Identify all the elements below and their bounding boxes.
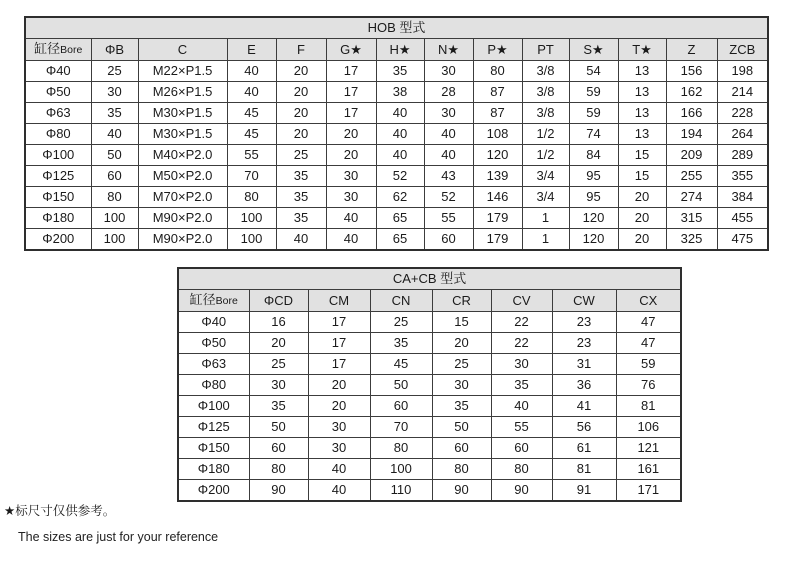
value-cell: 264 [717, 124, 768, 145]
value-cell: 90 [432, 480, 491, 502]
value-cell: 30 [308, 438, 370, 459]
table-title: HOB 型式 [25, 17, 768, 39]
value-cell: 84 [569, 145, 618, 166]
column-header: G★ [326, 39, 376, 61]
value-cell: 106 [616, 417, 681, 438]
value-cell: 17 [308, 354, 370, 375]
column-header: PT [522, 39, 569, 61]
value-cell: 20 [618, 187, 666, 208]
value-cell: 35 [376, 61, 424, 82]
column-header: T★ [618, 39, 666, 61]
value-cell: 80 [227, 187, 276, 208]
table-row [178, 375, 681, 396]
bore-cell: Φ63 [25, 103, 91, 124]
value-cell: 25 [249, 354, 308, 375]
value-cell: 35 [249, 396, 308, 417]
value-cell: 40 [227, 82, 276, 103]
value-cell: 255 [666, 166, 717, 187]
column-header: E [227, 39, 276, 61]
value-cell: M30×P1.5 [138, 103, 227, 124]
table-row [178, 312, 681, 333]
value-cell: 65 [376, 229, 424, 251]
value-cell: 60 [370, 396, 432, 417]
table-row [178, 480, 681, 502]
value-cell: 15 [432, 312, 491, 333]
value-cell: 17 [326, 103, 376, 124]
value-cell: 61 [552, 438, 616, 459]
value-cell: 52 [376, 166, 424, 187]
value-cell: 166 [666, 103, 717, 124]
value-cell: 139 [473, 166, 522, 187]
value-cell: 45 [227, 124, 276, 145]
value-cell: 17 [308, 333, 370, 354]
value-cell: 81 [616, 396, 681, 417]
value-cell: 35 [370, 333, 432, 354]
value-cell: 36 [552, 375, 616, 396]
value-cell: 56 [552, 417, 616, 438]
value-cell: 13 [618, 124, 666, 145]
value-cell: 30 [308, 417, 370, 438]
value-cell: 16 [249, 312, 308, 333]
value-cell: 45 [227, 103, 276, 124]
value-cell: 214 [717, 82, 768, 103]
table-row [25, 124, 768, 145]
value-cell: 100 [91, 229, 138, 251]
value-cell: 23 [552, 333, 616, 354]
value-cell: 198 [717, 61, 768, 82]
table-row [25, 229, 768, 251]
value-cell: 55 [424, 208, 473, 229]
value-cell: 20 [618, 208, 666, 229]
value-cell: 40 [376, 145, 424, 166]
value-cell: 87 [473, 103, 522, 124]
column-header: H★ [376, 39, 424, 61]
column-header: P★ [473, 39, 522, 61]
value-cell: M90×P2.0 [138, 208, 227, 229]
value-cell: 35 [491, 375, 552, 396]
bore-cell: Φ40 [178, 312, 249, 333]
value-cell: 62 [376, 187, 424, 208]
column-header-bore [178, 290, 249, 312]
value-cell: 80 [491, 459, 552, 480]
value-cell: 90 [249, 480, 308, 502]
value-cell: 120 [569, 208, 618, 229]
value-cell: 74 [569, 124, 618, 145]
value-cell: 80 [473, 61, 522, 82]
value-cell: M50×P2.0 [138, 166, 227, 187]
value-cell: 20 [308, 375, 370, 396]
value-cell: 3/8 [522, 82, 569, 103]
value-cell: 30 [432, 375, 491, 396]
value-cell: 20 [276, 124, 326, 145]
value-cell: 60 [249, 438, 308, 459]
value-cell: 1/2 [522, 124, 569, 145]
value-cell: 30 [424, 61, 473, 82]
value-cell: 108 [473, 124, 522, 145]
value-cell: 17 [326, 82, 376, 103]
value-cell: 40 [326, 229, 376, 251]
value-cell: 13 [618, 61, 666, 82]
value-cell: 60 [91, 166, 138, 187]
table-row [25, 103, 768, 124]
hob-dimensions-table [24, 16, 769, 251]
value-cell: 22 [491, 333, 552, 354]
bore-cell: Φ100 [25, 145, 91, 166]
value-cell: 87 [473, 82, 522, 103]
value-cell: 41 [552, 396, 616, 417]
table-row [25, 82, 768, 103]
value-cell: 59 [616, 354, 681, 375]
bore-cell: Φ50 [25, 82, 91, 103]
bore-cell: Φ125 [178, 417, 249, 438]
value-cell: 3/8 [522, 61, 569, 82]
column-header: CW [552, 290, 616, 312]
bore-cell: Φ40 [25, 61, 91, 82]
value-cell: 35 [276, 166, 326, 187]
value-cell: 43 [424, 166, 473, 187]
value-cell: 47 [616, 312, 681, 333]
value-cell: 20 [276, 103, 326, 124]
value-cell: 17 [326, 61, 376, 82]
value-cell: 20 [276, 82, 326, 103]
value-cell: 70 [227, 166, 276, 187]
value-cell: 50 [432, 417, 491, 438]
value-cell: 40 [424, 124, 473, 145]
column-header: CR [432, 290, 491, 312]
bore-label-en: Bore [60, 44, 83, 56]
table-row [178, 354, 681, 375]
value-cell: 384 [717, 187, 768, 208]
value-cell: 95 [569, 187, 618, 208]
value-cell: 110 [370, 480, 432, 502]
value-cell: 55 [227, 145, 276, 166]
value-cell: 179 [473, 229, 522, 251]
value-cell: 209 [666, 145, 717, 166]
column-header: ZCB [717, 39, 768, 61]
column-header: Z [666, 39, 717, 61]
value-cell: 20 [432, 333, 491, 354]
table-row [178, 459, 681, 480]
value-cell: 25 [370, 312, 432, 333]
value-cell: 60 [491, 438, 552, 459]
value-cell: 40 [376, 103, 424, 124]
value-cell: 60 [424, 229, 473, 251]
value-cell: 1/2 [522, 145, 569, 166]
value-cell: 35 [91, 103, 138, 124]
value-cell: 120 [569, 229, 618, 251]
value-cell: 80 [249, 459, 308, 480]
value-cell: 13 [618, 103, 666, 124]
value-cell: 289 [717, 145, 768, 166]
column-header: ΦCD [249, 290, 308, 312]
value-cell: 28 [424, 82, 473, 103]
value-cell: 31 [552, 354, 616, 375]
value-cell: 50 [91, 145, 138, 166]
value-cell: 40 [276, 229, 326, 251]
value-cell: 35 [432, 396, 491, 417]
value-cell: 45 [370, 354, 432, 375]
bore-cell: Φ200 [178, 480, 249, 502]
table-row [178, 438, 681, 459]
value-cell: M40×P2.0 [138, 145, 227, 166]
bore-cell: Φ150 [25, 187, 91, 208]
bore-cell: Φ80 [25, 124, 91, 145]
value-cell: 100 [91, 208, 138, 229]
value-cell: 325 [666, 229, 717, 251]
column-header: ΦB [91, 39, 138, 61]
table-row [25, 145, 768, 166]
value-cell: 25 [276, 145, 326, 166]
value-cell: 20 [249, 333, 308, 354]
value-cell: 52 [424, 187, 473, 208]
column-header: CM [308, 290, 370, 312]
value-cell: 355 [717, 166, 768, 187]
value-cell: 455 [717, 208, 768, 229]
value-cell: 121 [616, 438, 681, 459]
value-cell: 171 [616, 480, 681, 502]
value-cell: 20 [276, 61, 326, 82]
bore-label-cn: 缸径 [189, 292, 216, 307]
bore-cell: Φ100 [178, 396, 249, 417]
value-cell: 161 [616, 459, 681, 480]
value-cell: 80 [432, 459, 491, 480]
bore-cell: Φ150 [178, 438, 249, 459]
value-cell: 15 [618, 145, 666, 166]
value-cell: 25 [432, 354, 491, 375]
value-cell: 40 [326, 208, 376, 229]
value-cell: M70×P2.0 [138, 187, 227, 208]
value-cell: 30 [91, 82, 138, 103]
bore-cell: Φ200 [25, 229, 91, 251]
column-header: CX [616, 290, 681, 312]
value-cell: 47 [616, 333, 681, 354]
value-cell: 35 [276, 187, 326, 208]
value-cell: 30 [249, 375, 308, 396]
value-cell: 40 [227, 61, 276, 82]
table-row [178, 333, 681, 354]
value-cell: 23 [552, 312, 616, 333]
bore-cell: Φ50 [178, 333, 249, 354]
value-cell: 76 [616, 375, 681, 396]
value-cell: 40 [376, 124, 424, 145]
value-cell: 194 [666, 124, 717, 145]
value-cell: 100 [370, 459, 432, 480]
value-cell: M26×P1.5 [138, 82, 227, 103]
value-cell: 60 [432, 438, 491, 459]
value-cell: M30×P1.5 [138, 124, 227, 145]
value-cell: 3/4 [522, 166, 569, 187]
table-title: CA+CB 型式 [178, 268, 681, 290]
table-row [25, 61, 768, 82]
value-cell: 35 [276, 208, 326, 229]
table-row [25, 187, 768, 208]
value-cell: 80 [91, 187, 138, 208]
value-cell: 156 [666, 61, 717, 82]
value-cell: 38 [376, 82, 424, 103]
table-row [25, 208, 768, 229]
value-cell: 91 [552, 480, 616, 502]
ca-cb-dimensions-table [177, 267, 682, 502]
table-row [178, 417, 681, 438]
value-cell: 100 [227, 208, 276, 229]
value-cell: M90×P2.0 [138, 229, 227, 251]
value-cell: 30 [424, 103, 473, 124]
value-cell: 13 [618, 82, 666, 103]
bore-cell: Φ180 [25, 208, 91, 229]
value-cell: 120 [473, 145, 522, 166]
bore-cell: Φ80 [178, 375, 249, 396]
column-header: CV [491, 290, 552, 312]
column-header: CN [370, 290, 432, 312]
value-cell: 95 [569, 166, 618, 187]
bore-cell: Φ63 [178, 354, 249, 375]
column-header: F [276, 39, 326, 61]
value-cell: 162 [666, 82, 717, 103]
value-cell: 15 [618, 166, 666, 187]
value-cell: 30 [326, 166, 376, 187]
value-cell: 20 [308, 396, 370, 417]
value-cell: 3/4 [522, 187, 569, 208]
value-cell: 55 [491, 417, 552, 438]
value-cell: 100 [227, 229, 276, 251]
value-cell: 54 [569, 61, 618, 82]
value-cell: 59 [569, 82, 618, 103]
bore-label-en: Bore [215, 295, 238, 307]
value-cell: 50 [249, 417, 308, 438]
footnote-chinese: ★标尺寸仅供参考。 [4, 504, 116, 518]
value-cell: 50 [370, 375, 432, 396]
value-cell: 179 [473, 208, 522, 229]
column-header: S★ [569, 39, 618, 61]
value-cell: M22×P1.5 [138, 61, 227, 82]
value-cell: 146 [473, 187, 522, 208]
value-cell: 3/8 [522, 103, 569, 124]
bore-cell: Φ180 [178, 459, 249, 480]
value-cell: 70 [370, 417, 432, 438]
value-cell: 30 [326, 187, 376, 208]
value-cell: 40 [424, 145, 473, 166]
column-header-bore [25, 39, 91, 61]
table-row [25, 166, 768, 187]
value-cell: 40 [91, 124, 138, 145]
value-cell: 25 [91, 61, 138, 82]
value-cell: 20 [326, 124, 376, 145]
value-cell: 40 [308, 459, 370, 480]
value-cell: 22 [491, 312, 552, 333]
value-cell: 1 [522, 208, 569, 229]
value-cell: 59 [569, 103, 618, 124]
column-header: C [138, 39, 227, 61]
value-cell: 40 [491, 396, 552, 417]
value-cell: 20 [618, 229, 666, 251]
footnote-english: The sizes are just for your reference [18, 530, 219, 544]
value-cell: 315 [666, 208, 717, 229]
value-cell: 65 [376, 208, 424, 229]
value-cell: 40 [308, 480, 370, 502]
column-header: N★ [424, 39, 473, 61]
value-cell: 274 [666, 187, 717, 208]
bore-cell: Φ125 [25, 166, 91, 187]
value-cell: 1 [522, 229, 569, 251]
value-cell: 17 [308, 312, 370, 333]
value-cell: 90 [491, 480, 552, 502]
table-row [178, 396, 681, 417]
value-cell: 80 [370, 438, 432, 459]
value-cell: 228 [717, 103, 768, 124]
value-cell: 30 [491, 354, 552, 375]
value-cell: 81 [552, 459, 616, 480]
bore-label-cn: 缸径 [34, 41, 61, 56]
value-cell: 20 [326, 145, 376, 166]
value-cell: 475 [717, 229, 768, 251]
